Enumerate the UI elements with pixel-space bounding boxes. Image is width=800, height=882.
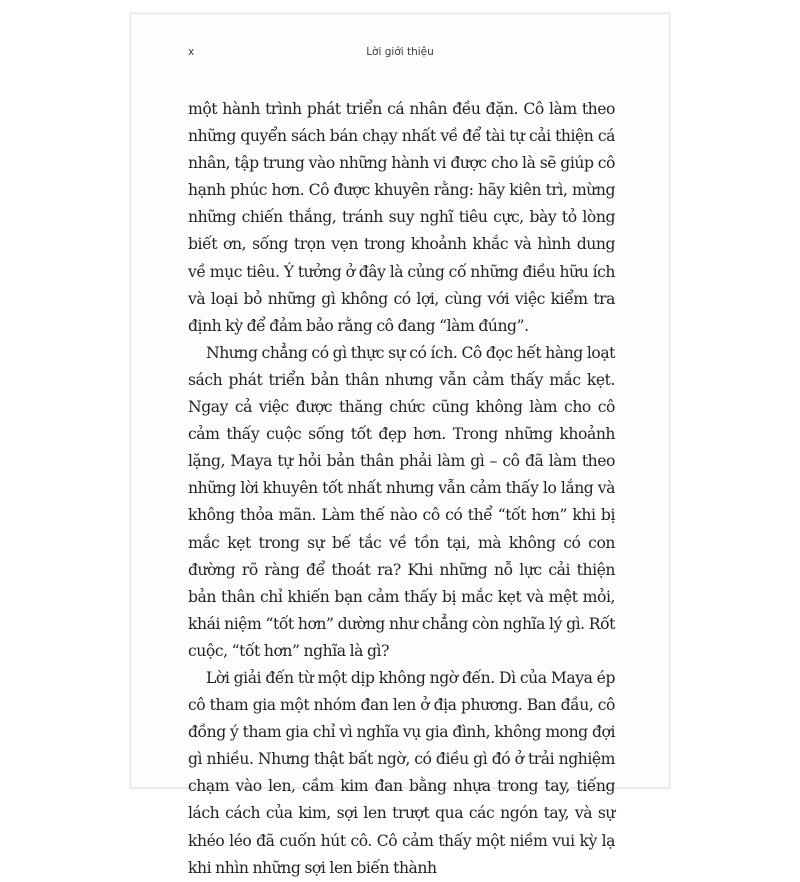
page-number: x [188,46,195,58]
chapter-title: Lời giới thiệu [366,46,434,58]
paragraph-2: Nhưng chẳng có gì thực sự có ích. Cô đọc hết hàng loạt sách phát triển bản thân nhưng vẫn cảm thấy mắc kẹt. Ngay cả việc được thăng chức cũng không làm cho cô cảm thấy cuộc sống tốt đẹp hơn. Trong những khoảnh lặng, Maya tự hỏi bản thân phải làm gì – cô đã làm theo những lời khuyên tốt nhất nhưng vẫn cảm thấy lo lắng và không thỏa mãn. Làm thế nào cô có thể “tốt hơn” khi bị mắc kẹt trong sự bế tắc về tồn tại, mà không có con đường rõ ràng để thoát ra? Khi những nỗ lực cải thiện bản thân chỉ khiến bạn cảm thấy bị mắc kẹt và mệt mỏi, khái niệm “tốt hơn” dường như chẳng còn nghĩa lý gì. Rốt cuộc, “tốt hơn” nghĩa là gì? [188,343,615,660]
paragraph-3: Lời giải đến từ một dịp không ngờ đến. Dì của Maya ép cô tham gia một nhóm đan len ở địa phương. Ban đầu, cô đồng ý tham gia chỉ vì nghĩa vụ gia đình, không mong đợi gì nhiều. Nhưng thật bất ngờ, có điều gì đó ở trải nghiệm chạm vào len, cầm kim đan bằng nhựa trong tay, tiếng lách cách của kim, sợi len trượt qua các ngón tay, và sự khéo léo đã cuốn hút cô. Cô cảm thấy một niềm vui kỳ lạ khi nhìn những sợi len biến thành [188,668,615,877]
paragraph-1: một hành trình phát triển cá nhân đều đặn. Cô làm theo những quyển sách bán chạy nhất về để tài tự cải thiện cá nhân, tập trung vào những hành vi được cho là sẽ giúp cô hạnh phúc hơn. Cô được khuyên rằng: hãy kiên trì, mừng những chiến thắng, tránh suy nghĩ tiêu cực, bày tỏ lòng biết ơn, sống trọn vẹn trong khoảnh khắc và hình dung về mục tiêu. Ý tưởng ở đây là củng cố những điều hữu ích và loại bỏ những gì không có lợi, cùng với việc kiểm tra định kỳ để đảm bảo rằng cô đang “làm đúng”. [188,100,615,335]
body-text [188,96,615,882]
book-page [130,13,670,877]
running-head [131,46,669,62]
